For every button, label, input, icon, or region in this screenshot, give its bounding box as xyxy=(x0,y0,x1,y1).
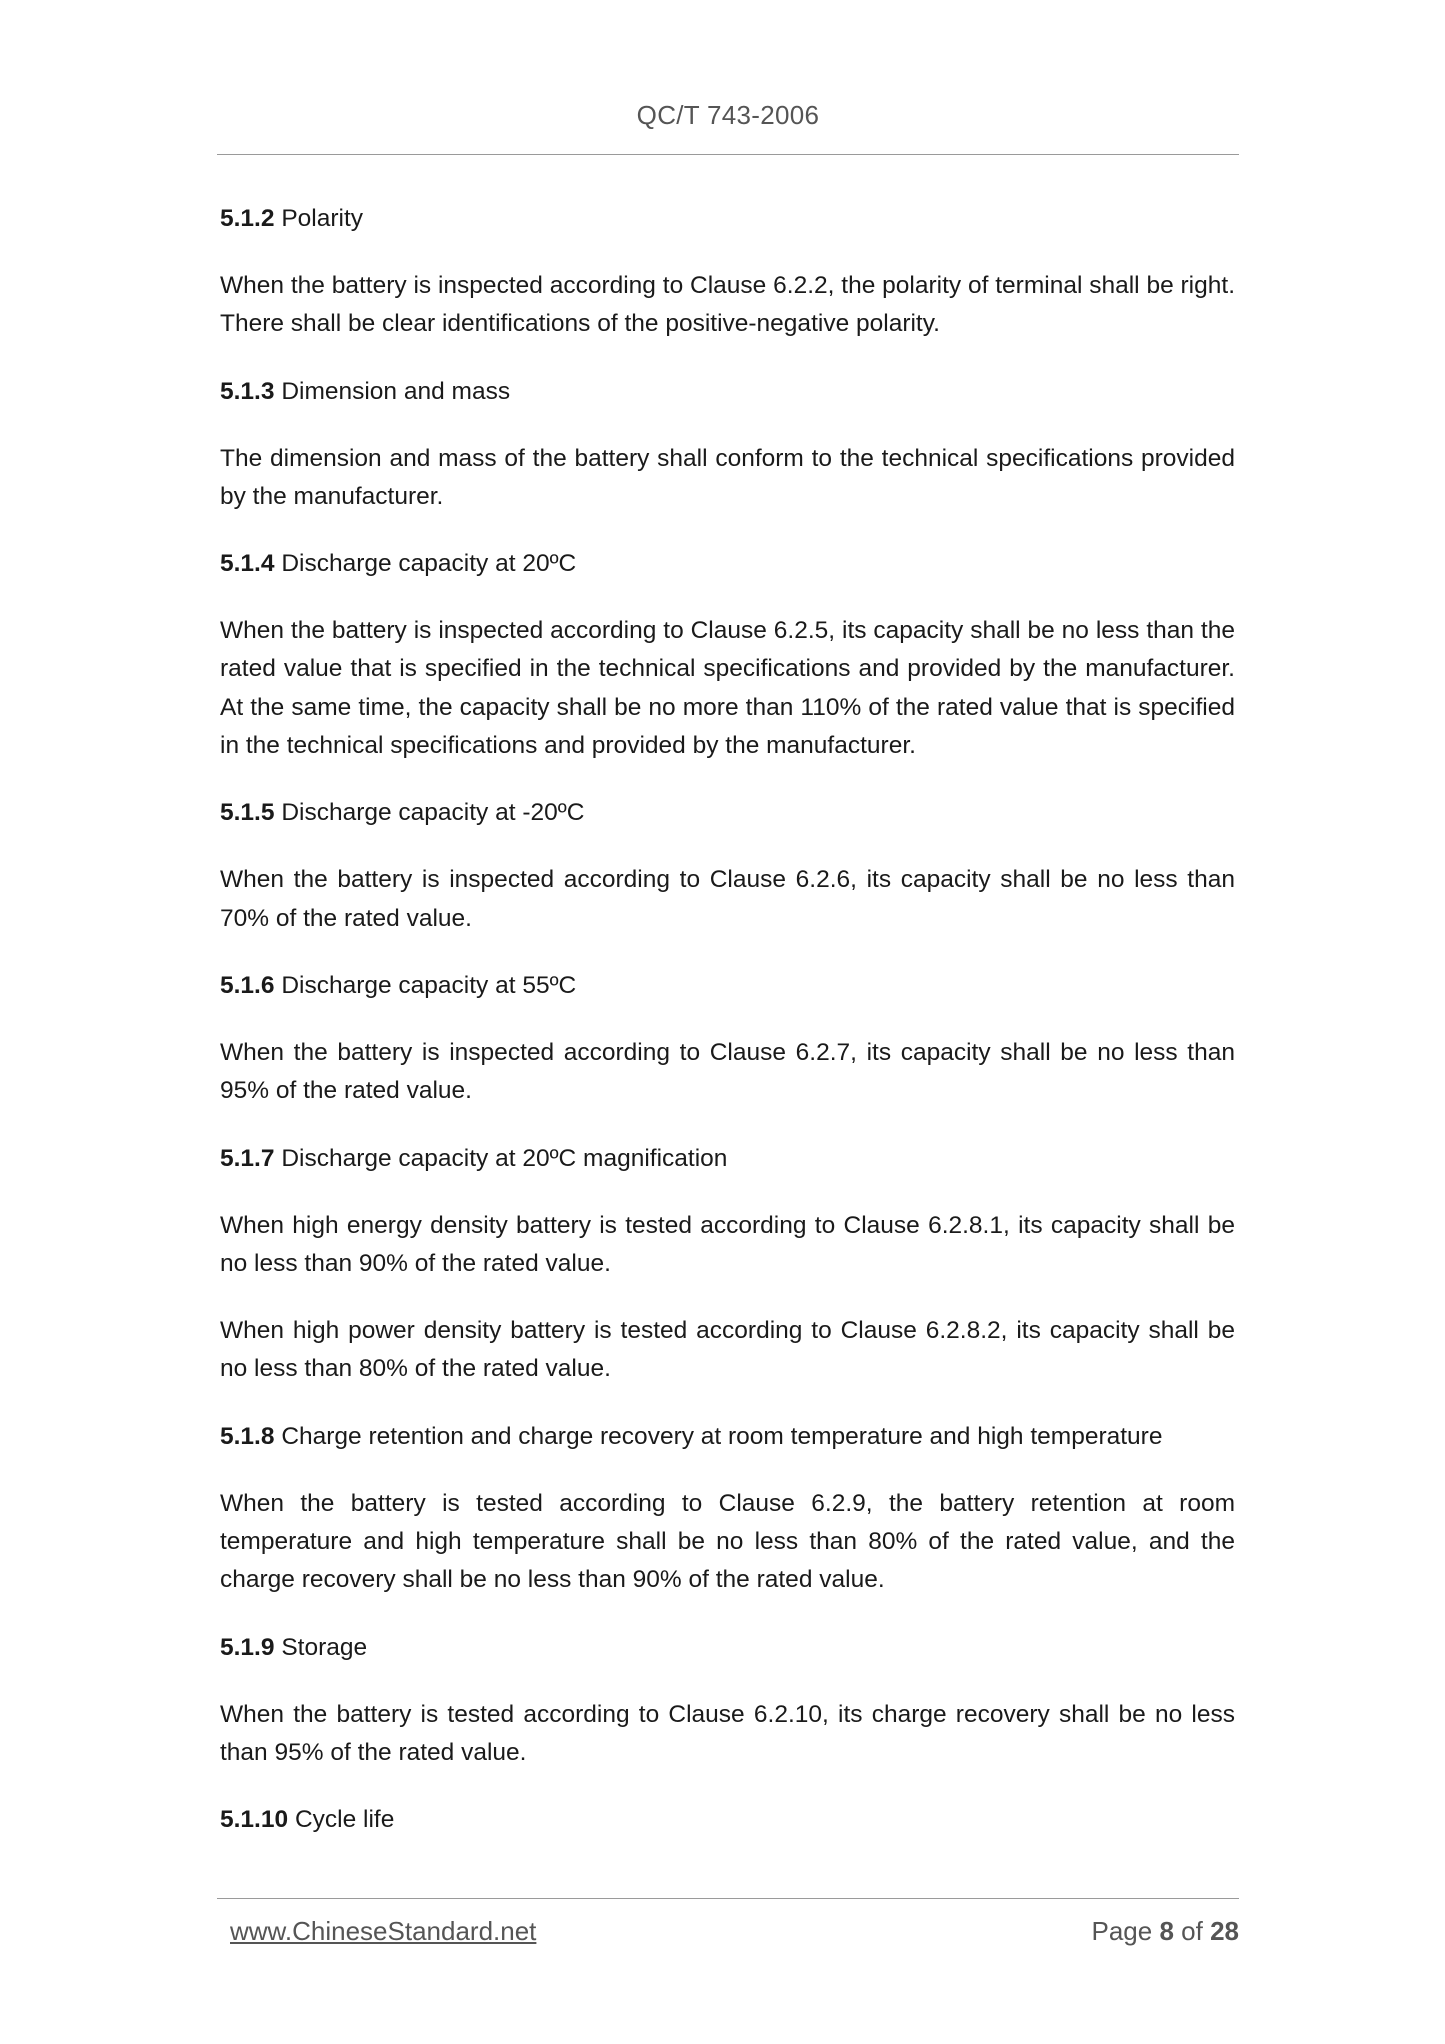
section-heading-5-1-6 xyxy=(220,967,1235,1005)
page-of-label: of xyxy=(1181,1916,1203,1946)
section-paragraph: When the battery is tested according to Clause 6.2.10, its charge recovery shall be no less than 95% of the rated value. xyxy=(220,1700,1235,1766)
section-number: 5.1.6 xyxy=(220,971,275,999)
section-title: Discharge capacity at 55ºC xyxy=(281,971,577,999)
section-title: Charge retention and charge recovery at room temperature and high temperature xyxy=(281,1422,1163,1450)
section-paragraph: When the battery is inspected according to Clause 6.2.2, the polarity of terminal shall be right. There shall be clear identifications of the positive-negative polarity. xyxy=(220,272,1235,338)
section-title: Discharge capacity at -20ºC xyxy=(281,799,585,827)
section-title: Discharge capacity at 20ºC magnification xyxy=(281,1144,728,1172)
page-header-title: QC/T 743-2006 xyxy=(636,100,820,130)
document-body xyxy=(220,200,1235,1868)
section-paragraph: When high energy density battery is tested according to Clause 6.2.8.1, its capacity shall be no less than 90% of the rated value. xyxy=(220,1211,1235,1277)
section-heading-5-1-5 xyxy=(220,794,1235,832)
section-number: 5.1.4 xyxy=(220,550,275,578)
section-number: 5.1.7 xyxy=(220,1144,275,1172)
page-number xyxy=(1091,1916,1239,1947)
section-paragraph: When high power density battery is tested according to Clause 6.2.8.2, its capacity shall be no less than 80% of the rated value. xyxy=(220,1317,1235,1383)
section-heading-5-1-9 xyxy=(220,1629,1235,1667)
section-title: Dimension and mass xyxy=(281,377,511,405)
section-number: 5.1.5 xyxy=(220,799,275,827)
website-link[interactable]: www.ChineseStandard.net xyxy=(230,1916,537,1946)
section-title: Storage xyxy=(281,1633,368,1661)
page-label: Page xyxy=(1091,1916,1153,1946)
section-heading-5-1-2 xyxy=(220,200,1235,238)
section-heading-5-1-8 xyxy=(220,1418,1235,1456)
section-paragraph: The dimension and mass of the battery shall conform to the technical specifications provided by the manufacturer. xyxy=(220,444,1235,510)
page-current: 8 xyxy=(1159,1916,1174,1946)
section-heading-5-1-7 xyxy=(220,1140,1235,1178)
section-heading-5-1-4 xyxy=(220,545,1235,583)
footer-divider xyxy=(217,1898,1239,1899)
section-paragraph: When the battery is inspected according to Clause 6.2.5, its capacity shall be no less than the rated value that is specified in the technical specifications and provided by the manufacturer. At the same time, the capacity shall be no more than 110% of the rated value that is specified in the technical specifications and provided by the manufacturer. xyxy=(220,617,1235,760)
section-number: 5.1.8 xyxy=(220,1422,275,1450)
page-total: 28 xyxy=(1210,1916,1239,1946)
header-divider xyxy=(217,154,1239,155)
section-number: 5.1.3 xyxy=(220,377,275,405)
section-number: 5.1.10 xyxy=(220,1806,289,1834)
section-heading-5-1-10 xyxy=(220,1801,1235,1839)
section-title: Cycle life xyxy=(294,1806,395,1834)
section-paragraph: When the battery is inspected according to Clause 6.2.6, its capacity shall be no less than 70% of the rated value. xyxy=(220,866,1235,932)
section-paragraph: When the battery is tested according to Clause 6.2.9, the battery retention at room temperature and high temperature shall be no less than 80% of the rated value, and the charge recovery shall be no less than 90% of the rated value. xyxy=(220,1489,1235,1594)
section-paragraph: When the battery is inspected according to Clause 6.2.7, its capacity shall be no less than 95% of the rated value. xyxy=(220,1038,1235,1105)
section-title: Polarity xyxy=(281,205,364,232)
section-number: 5.1.9 xyxy=(220,1633,275,1661)
section-heading-5-1-3 xyxy=(220,373,1235,411)
section-title: Discharge capacity at 20ºC xyxy=(281,550,577,578)
section-number: 5.1.2 xyxy=(220,205,275,232)
